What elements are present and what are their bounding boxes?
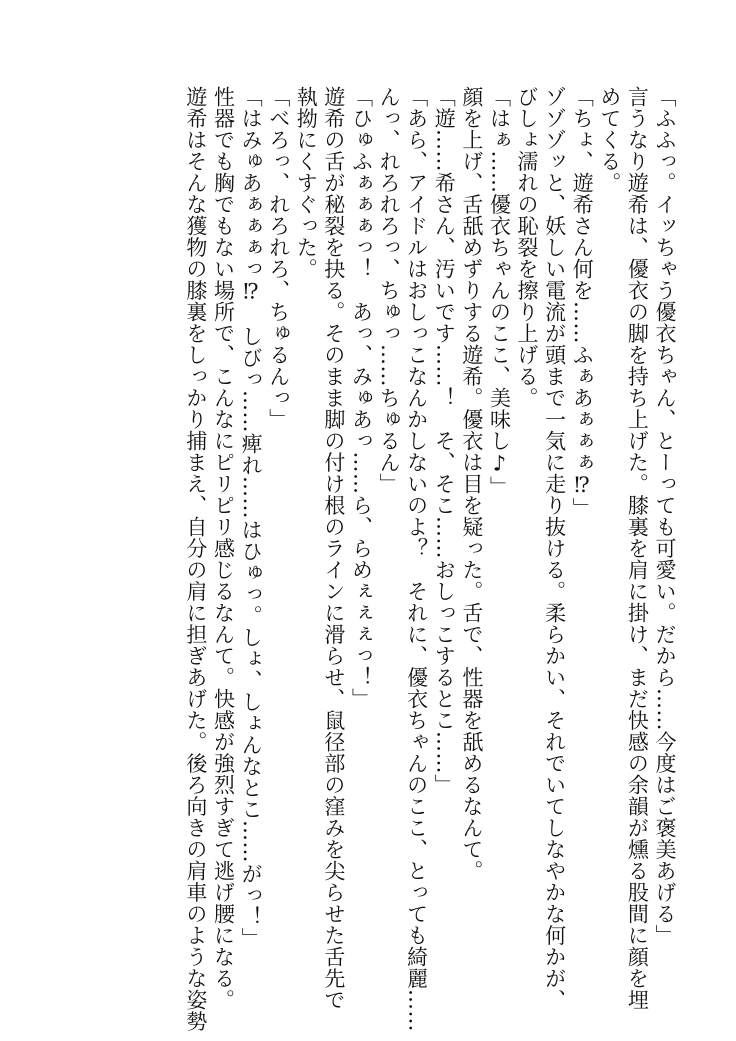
text-line: めてくる。 (597, 86, 622, 194)
text-line: 「ちょ、遊希さん何を……ふぁあぁぁぁ⁉」 (570, 86, 595, 519)
text-line: 言うなり遊希は、優衣の脚を持ち上げた。膝裏を肩に掛け、まだ快感の余韻が燻る股間に顔を埋 (625, 86, 650, 1011)
text-line: んっ、れろれろっ、ちゅっ……ちゅるん」 (377, 86, 402, 495)
text-line: 遊希の舌が秘裂を抉る。そのまま脚の付け根のラインに滑らせ、鼠径部の窪みを尖らせた舌先で (321, 86, 346, 1011)
text-line: 「あら、アイドルはおしっこなんかしないのよ？ それに、優衣ちゃんのここ、とっても綺麗…… (404, 86, 429, 1032)
text-line: 顔を上げ、舌舐めずりする遊希。優衣は目を疑った。舌で、性器を舐めるなんて。 (459, 86, 484, 882)
text-line: 「はみゅあぁぁぁっ⁉ しびっ……痺れ……はひゅっ。しょ、しょんなとこ……がっ！」 (239, 86, 264, 949)
text-line: 執拗にくすぐった。 (294, 86, 319, 280)
text-line: 「遊……希さん、汚いです……！ そ、そこ……おしっこするとこ……」 (432, 86, 457, 796)
text-line: 「べろっ、れろれろ、ちゅるんっ」 (266, 86, 291, 430)
text-line: 性器でも胸でもない場所で、こんなにピリピリ感じるなんて。快感が強烈すぎて逃げ腰になる。 (211, 86, 236, 1011)
text-line: 遊希はそんな獲物の膝裏をしっかり捕まえ、自分の肩に担ぎあげた。後ろ向きの肩車のような姿勢 (183, 86, 208, 1032)
text-line: びしょ濡れの恥裂を擦り上げる。 (515, 86, 540, 409)
text-line: 「はぁ……優衣ちゃんのここ、美味し♪」 (487, 86, 512, 498)
text-line: 「ふふっ。イッちゃう優衣ちゃん、とーっても可愛い。だから……今度はご褒美あげる」 (653, 86, 677, 946)
text-line: 「ひゅふぁぁぁっ！ あっ、みゅあっ……ら、らめぇぇぇっ！」 (349, 86, 374, 710)
vertical-text-body (58, 86, 678, 1032)
text-line: ゾゾゾッと、妖しい電流が頭まで一気に走り抜ける。柔らかい、それでいてしなやかな何かが、 (542, 86, 567, 1011)
